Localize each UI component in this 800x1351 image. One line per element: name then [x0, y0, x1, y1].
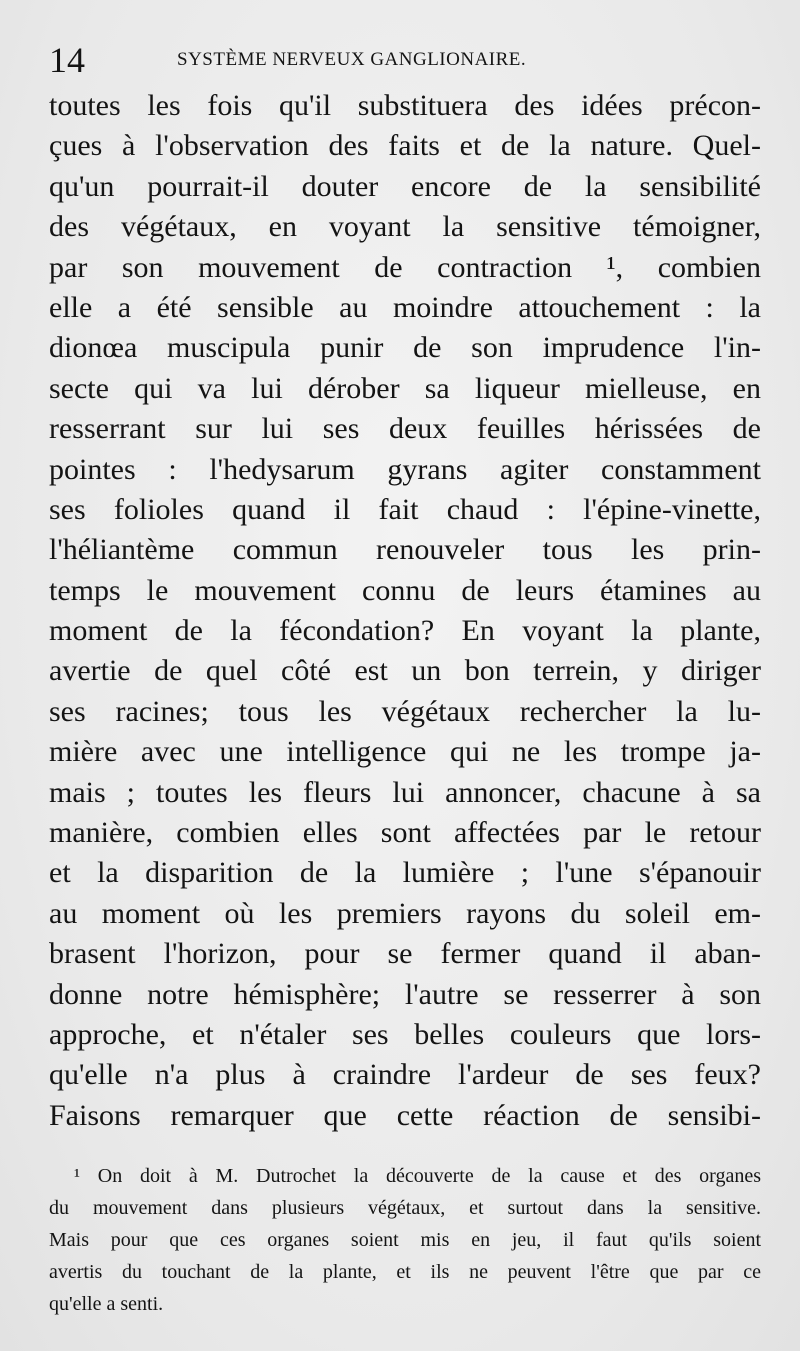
text-line: resserrant sur lui ses deux feuilles hérissées de	[49, 412, 761, 446]
text-line: secte qui va lui dérober sa liqueur mielleuse, en	[49, 371, 761, 405]
text-line: dionœa muscipula punir de son imprudence l'in-	[49, 331, 761, 365]
text-line: toutes les fois qu'il substituera des idées précon-	[49, 89, 761, 122]
text-line: brasent l'horizon, pour se fermer quand il aban-	[49, 937, 761, 971]
text-line: Faisons remarquer que cette réaction de sensibi-	[49, 1098, 761, 1132]
text-line: qu'elle n'a plus à craindre l'ardeur de ses feux?	[49, 1058, 761, 1092]
text-line: des végétaux, en voyant la sensitive témoigner,	[49, 210, 761, 244]
footnote-line: qu'elle a senti.	[49, 1293, 164, 1315]
text-line: mière avec une intelligence qui ne les trompe ja-	[49, 735, 761, 769]
text-line: au moment où les premiers rayons du soleil em-	[49, 896, 761, 930]
text-line: elle a été sensible au moindre attouchement : la	[49, 290, 761, 324]
footnote-line: ¹ On doit à M. Dutrochet la découverte de la cause et des organes	[74, 1165, 761, 1187]
text-line: moment de la fécondation? En voyant la plante,	[49, 614, 761, 648]
footnote-line: Mais pour que ces organes soient mis en jeu, il faut qu'ils soient	[49, 1229, 761, 1251]
text-line: çues à l'observation des faits et de la nature. Quel-	[49, 129, 761, 163]
text-line: ses racines; tous les végétaux rechercher la lu-	[49, 694, 761, 728]
footnote	[49, 1160, 761, 1320]
running-head: SYSTÈME NERVEUX GANGLIONAIRE.	[177, 49, 527, 70]
text-line: et la disparition de la lumière ; l'une s'épanouir	[49, 856, 761, 890]
page-number: 14	[49, 40, 85, 80]
text-line: par son mouvement de contraction ¹, combien	[49, 250, 761, 284]
text-line: ses folioles quand il fait chaud : l'épine-vinette,	[49, 492, 761, 526]
footnote-line: avertis du touchant de la plante, et ils ne peuvent l'être que par ce	[49, 1261, 761, 1283]
text-line: pointes : l'hedysarum gyrans agiter constamment	[49, 452, 761, 486]
text-line: qu'un pourrait-il douter encore de la sensibilité	[49, 169, 761, 203]
text-line: approche, et n'étaler ses belles couleurs que lors-	[49, 1017, 761, 1051]
footnote-line: du mouvement dans plusieurs végétaux, et surtout dans la sensitive.	[49, 1197, 761, 1219]
text-line: donne notre hémisphère; l'autre se resserrer à son	[49, 977, 761, 1011]
text-line: temps le mouvement connu de leurs étamines au	[49, 573, 761, 607]
text-line: l'héliantème commun renouveler tous les prin-	[49, 533, 761, 567]
main-text	[49, 86, 761, 1136]
text-line: manière, combien elles sont affectées par le retour	[49, 816, 761, 850]
text-line: avertie de quel côté est un bon terrein, y diriger	[49, 654, 761, 688]
page-header	[49, 40, 761, 80]
text-line: mais ; toutes les fleurs lui annoncer, chacune à sa	[49, 775, 761, 809]
